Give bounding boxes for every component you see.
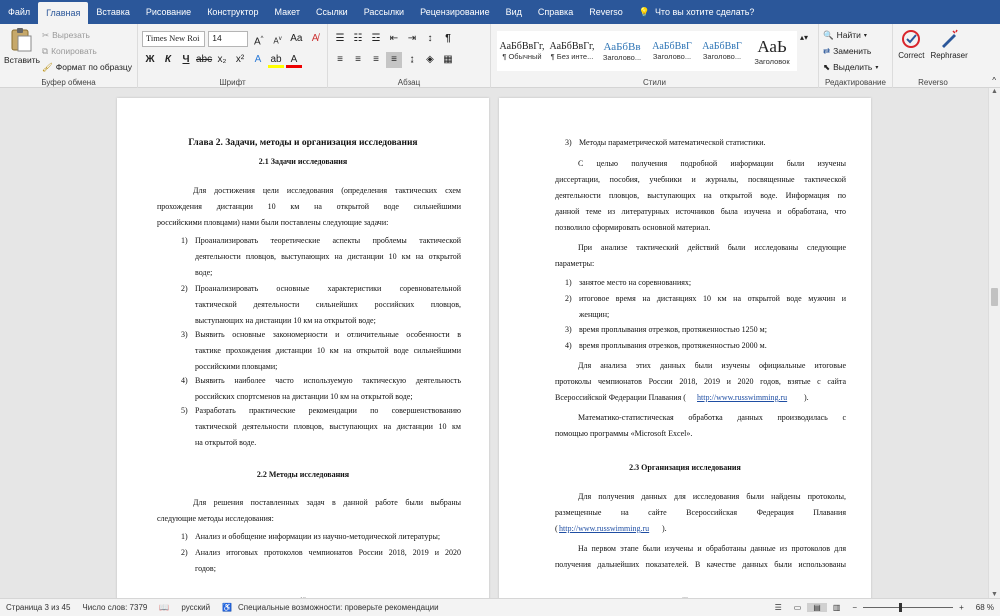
- text-line: Анализ итоговых протоколов чемпионатов России 2018, 2019 и 2020: [195, 548, 461, 557]
- align-center-icon[interactable]: ≡: [355, 54, 361, 65]
- page-20[interactable]: [499, 98, 871, 608]
- style-item[interactable]: [597, 31, 647, 71]
- accessibility-status[interactable]: Специальные возможности: проверьте рекомендации: [238, 603, 439, 612]
- tab-4[interactable]: Конструктор: [207, 7, 259, 17]
- text-line: Для достижения цели исследования (определения тактических схем: [193, 186, 461, 195]
- tab-3[interactable]: Рисование: [145, 7, 192, 17]
- bold-button[interactable]: Ж: [145, 54, 155, 65]
- text-line: помощью программы «Microsoft Excel».: [555, 429, 693, 438]
- text-line: данной теме из литературных источников была изучена и обработана, что: [555, 207, 846, 216]
- text-line: воде;: [195, 268, 213, 277]
- text-line: занятое место на соревнованиях;: [579, 278, 692, 287]
- replace-icon: ⇄: [823, 45, 831, 56]
- vertical-scrollbar[interactable]: [988, 88, 1000, 598]
- font-size-input[interactable]: 14: [208, 31, 248, 47]
- page-19[interactable]: [117, 98, 489, 608]
- text-line: выступающих на дистанции 10 км на открытой воде;: [195, 316, 376, 325]
- increase-indent-icon[interactable]: ⇥: [407, 33, 417, 44]
- paragraph-group-label: Абзац: [397, 78, 421, 87]
- text-line: Всероссийской Федерации Плавания (: [555, 393, 686, 402]
- text-line: получения дальнейших показателей. В качестве данных были использованы: [555, 560, 846, 569]
- text-line: Методы параметрической математической статистики.: [579, 138, 766, 147]
- text-line: 2): [181, 284, 188, 293]
- text-line: 1): [181, 532, 188, 541]
- tab-2[interactable]: Вставка: [96, 7, 130, 17]
- clipboard-group-label: Буфер обмена: [41, 78, 96, 87]
- copy-button[interactable]: [42, 43, 132, 59]
- text-line: http://www.russwimming.ru: [697, 393, 788, 402]
- text-line: Математико-статистическая обработка данных производилась с: [578, 413, 846, 422]
- text-effects-icon[interactable]: A: [254, 54, 262, 65]
- scroll-down-icon[interactable]: ▼: [991, 591, 998, 598]
- scroll-up-icon[interactable]: ▲: [991, 88, 998, 95]
- text-line: российскими пловцами;: [195, 362, 278, 371]
- show-marks-icon[interactable]: ¶: [445, 33, 451, 44]
- text-line: Выявить основные закономерности и отличительные особенности в: [195, 330, 461, 339]
- styles-more-icon[interactable]: ▴▾: [800, 33, 809, 42]
- text-line: годов;: [195, 564, 216, 573]
- find-label: Найти: [836, 30, 861, 40]
- grow-font-icon[interactable]: A^: [253, 36, 264, 48]
- sort-icon[interactable]: ↕: [427, 33, 433, 44]
- style-preview: АаБбВв: [603, 40, 641, 53]
- tab-0[interactable]: Файл: [8, 7, 31, 17]
- text-line: Для получения данных для исследования были найдены протоколы,: [578, 492, 846, 501]
- format-painter-label: Формат по образцу: [55, 62, 133, 72]
- text-line: 3): [565, 325, 572, 334]
- style-item[interactable]: [497, 31, 547, 71]
- font-group-label: Шрифт: [219, 78, 246, 87]
- accessibility-icon: ♿: [222, 603, 233, 612]
- reverso-group-label: Reverso: [918, 78, 948, 87]
- tab-7[interactable]: Рассылки: [363, 7, 405, 17]
- text-line: диссертации, пособия, учебники и журналы, посвященные тактической: [555, 175, 846, 184]
- style-name: Заголово...: [602, 52, 642, 62]
- tell-me-text: Что вы хотите сделать?: [654, 7, 755, 17]
- text-line: С целью получения подробной информации были изучены: [578, 159, 846, 168]
- paragraph-group: [328, 24, 491, 88]
- shrink-font-icon[interactable]: $A^v$: [273, 36, 282, 46]
- find-button[interactable]: [823, 27, 888, 43]
- chevron-down-icon: ▾: [875, 64, 879, 71]
- style-name: ¶ Без инте...: [550, 52, 594, 61]
- style-preview: АаБбВвГ: [702, 41, 742, 52]
- correct-button[interactable]: [898, 29, 924, 60]
- text-line: (: [555, 524, 558, 533]
- tab-1[interactable]: Главная: [38, 2, 88, 24]
- underline-button[interactable]: Ч: [182, 54, 190, 65]
- multilevel-list-icon[interactable]: ☲: [371, 33, 381, 44]
- text-line: параметры:: [555, 259, 595, 268]
- style-item[interactable]: [747, 31, 797, 71]
- bullets-icon[interactable]: ☰: [335, 33, 345, 44]
- text-line: тактике прохождения дистанции 10 км на открытой воде сильнейшими: [195, 346, 461, 355]
- align-left-icon[interactable]: ≡: [337, 54, 343, 65]
- style-item[interactable]: [647, 31, 697, 71]
- text-line: деятельности пловцов, выступающих на открытой воде. Информация по: [555, 191, 846, 200]
- word-count[interactable]: Число слов: 7379: [82, 603, 148, 612]
- text-line: 1): [565, 278, 572, 287]
- copy-label: Копировать: [51, 46, 97, 56]
- text-line: российских спортсменов на дистанции 10 км на открытой воде;: [195, 392, 413, 401]
- text-line: 4): [181, 376, 188, 385]
- styles-group: [491, 24, 819, 88]
- style-name: Заголовок: [754, 56, 790, 66]
- paste-label: Вставить: [4, 55, 41, 65]
- zoom-slider[interactable]: [863, 607, 953, 608]
- text-line: тактической деятельности сильнейших российских пловцов,: [195, 300, 461, 309]
- select-label: Выделить: [833, 62, 873, 72]
- clear-format-icon[interactable]: A̸: [311, 33, 319, 44]
- text-line: Для анализа этих данных были изучены официальные итоговые: [578, 361, 846, 370]
- reverso-group: [893, 24, 973, 88]
- superscript-icon[interactable]: x²: [235, 54, 245, 65]
- text-line: на открытой воде.: [195, 438, 257, 447]
- text-line: Глава 2. Задачи, методы и организация исследования: [188, 138, 418, 148]
- status-bar: [0, 598, 1000, 616]
- replace-label: Заменить: [833, 46, 872, 56]
- text-line: Проанализировать теоретические аспекты проблемы тактической: [195, 236, 461, 245]
- text-line: 3): [181, 330, 188, 339]
- text-line: ).: [662, 524, 667, 533]
- clipboard-group: [0, 24, 138, 88]
- text-line: 3): [565, 138, 572, 147]
- zoom-thumb[interactable]: [899, 603, 902, 612]
- copy-icon: ⧉: [42, 45, 49, 56]
- italic-button[interactable]: К: [164, 54, 172, 65]
- rephraser-label: Rephraser: [930, 51, 968, 60]
- text-line: Выявить наиболее часто используемую тактическую деятельность: [195, 376, 461, 385]
- style-preview: АаЬ: [757, 36, 787, 56]
- cut-button[interactable]: [42, 27, 132, 43]
- text-line: ).: [804, 393, 809, 402]
- paste-button[interactable]: [4, 27, 41, 75]
- text-line: Проанализировать основные характеристики соревновательной: [195, 284, 461, 293]
- text-line: итоговое время на дистанциях 10 км на открытой воде мужчин и: [579, 294, 846, 303]
- align-right-icon[interactable]: ≡: [373, 54, 379, 65]
- text-line: На первом этапе были изучены и обработаны данные из протоколов для: [578, 544, 846, 553]
- text-line: следующие методы исследования:: [157, 514, 274, 523]
- font-color-icon[interactable]: A: [286, 52, 302, 68]
- scroll-thumb[interactable]: [991, 288, 998, 306]
- text-line: размещенные на сайте Всероссийская Федерация Плавания: [555, 508, 846, 517]
- format-painter-button[interactable]: [42, 59, 132, 75]
- tab-11[interactable]: Reverso: [589, 7, 623, 17]
- correct-icon: [901, 29, 921, 49]
- replace-button[interactable]: [823, 43, 888, 59]
- read-mode-icon[interactable]: ▭: [793, 603, 802, 612]
- search-icon: 🔍: [823, 29, 834, 40]
- text-line: 2.2 Методы исследования: [256, 470, 350, 479]
- text-line: 5): [181, 406, 188, 415]
- lightbulb-icon: 💡: [638, 6, 650, 17]
- style-preview: АаБбВвГг,: [549, 41, 595, 52]
- tell-me-box[interactable]: [631, 0, 755, 24]
- cut-label: Вырезать: [52, 30, 90, 40]
- style-preview: АаБбВвГ: [652, 41, 692, 52]
- text-line: тактической деятельности пловцов, выступающих на дистанции 10 км: [195, 422, 461, 431]
- rephraser-button[interactable]: [930, 29, 967, 60]
- style-preview: АаБбВвГг,: [499, 41, 545, 52]
- print-layout-icon[interactable]: ▤: [807, 603, 827, 612]
- text-line: 4): [565, 341, 572, 350]
- cursor-icon: ⬉: [823, 61, 831, 72]
- styles-gallery: [497, 31, 814, 71]
- scissors-icon: ✂: [42, 29, 50, 40]
- text-line: женщин;: [579, 310, 610, 319]
- highlight-icon[interactable]: ab: [268, 52, 284, 68]
- text-line: При анализе тактический действий были исследованы следующие: [578, 243, 846, 252]
- subscript-icon[interactable]: x₂: [217, 54, 227, 65]
- style-item[interactable]: [547, 31, 597, 71]
- text-line: Для решения поставленных задач в данной работе были выбраны: [193, 498, 461, 507]
- text-line: время проплывания отрезков, протяженностью 2000 м.: [579, 341, 767, 350]
- rephraser-icon: [939, 29, 959, 49]
- menu-bar: [0, 0, 1000, 24]
- text-line: Анализ и обобщение информации из научно-методической литературы;: [195, 532, 441, 541]
- text-line: прохождения дистанции 10 км на открытой воде сильнейшими: [157, 202, 461, 211]
- ribbon: [0, 24, 1000, 88]
- numbering-icon[interactable]: ☷: [353, 33, 363, 44]
- text-line: позволило сформировать основной материал.: [555, 223, 711, 232]
- font-name-input[interactable]: Times New Roi: [142, 31, 205, 47]
- text-line: 2): [565, 294, 572, 303]
- brush-icon: 🖌: [42, 61, 53, 72]
- tab-6[interactable]: Ссылки: [316, 7, 348, 17]
- text-line: 2.3 Организация исследования: [629, 463, 741, 472]
- proofing-icon[interactable]: 📖: [159, 603, 170, 612]
- chevron-down-icon: ▾: [863, 32, 867, 39]
- zoom-in-icon[interactable]: +: [959, 603, 964, 612]
- style-name: Заголово...: [652, 52, 692, 61]
- tab-10[interactable]: Справка: [537, 7, 574, 17]
- strikethrough-icon[interactable]: abc: [196, 54, 213, 65]
- text-line: Разработать практические рекомендации по совершенствованию: [195, 406, 461, 415]
- document-area: [0, 88, 988, 598]
- text-line: 1): [181, 236, 188, 245]
- change-case-icon[interactable]: Aa: [290, 33, 303, 44]
- tab-5[interactable]: Макет: [274, 7, 300, 17]
- zoom-level[interactable]: 68 %: [975, 603, 994, 612]
- shading-icon[interactable]: ◈: [426, 54, 434, 65]
- decrease-indent-icon[interactable]: ⇤: [389, 33, 399, 44]
- editing-group-label: Редактирование: [825, 78, 886, 87]
- borders-icon[interactable]: ▦: [443, 54, 453, 65]
- zoom-out-icon[interactable]: −: [852, 603, 858, 612]
- justify-icon[interactable]: ≡: [386, 52, 402, 68]
- text-line: российскими пловцами) нами были поставлены следующие задачи:: [157, 218, 389, 227]
- focus-icon[interactable]: ☰: [774, 603, 782, 612]
- correct-label: Correct: [898, 51, 925, 60]
- style-item[interactable]: [697, 31, 747, 71]
- tab-8[interactable]: Рецензирование: [420, 7, 490, 17]
- style-name: ¶ Обычный: [502, 52, 542, 61]
- select-button[interactable]: [823, 59, 888, 75]
- tab-9[interactable]: Вид: [505, 7, 522, 17]
- text-line: 2): [181, 548, 188, 557]
- text-line: время проплывания отрезков, протяженностью 1250 м;: [579, 325, 767, 334]
- styles-group-label: Стили: [642, 78, 667, 87]
- collapse-ribbon-icon[interactable]: ^: [992, 76, 996, 85]
- web-layout-icon[interactable]: ▥: [832, 603, 841, 612]
- style-name: Заголово...: [702, 52, 742, 61]
- text-line: деятельности пловцов, выступающих на дистанции 10 км на открытой: [195, 252, 461, 261]
- font-group: [138, 24, 328, 88]
- text-line: 2.1 Задачи исследования: [258, 157, 348, 166]
- line-spacing-icon[interactable]: ↨: [409, 54, 415, 65]
- page-count[interactable]: Страница 3 из 45: [6, 603, 71, 612]
- text-line: протоколы чемпионатов России 2018, 2019 и 2020 годов, взятые с сайта: [555, 377, 846, 386]
- editing-group: [819, 24, 893, 88]
- text-line: http://www.russwimming.ru: [559, 524, 650, 533]
- paste-icon: [9, 27, 33, 53]
- language[interactable]: русский: [181, 603, 211, 612]
